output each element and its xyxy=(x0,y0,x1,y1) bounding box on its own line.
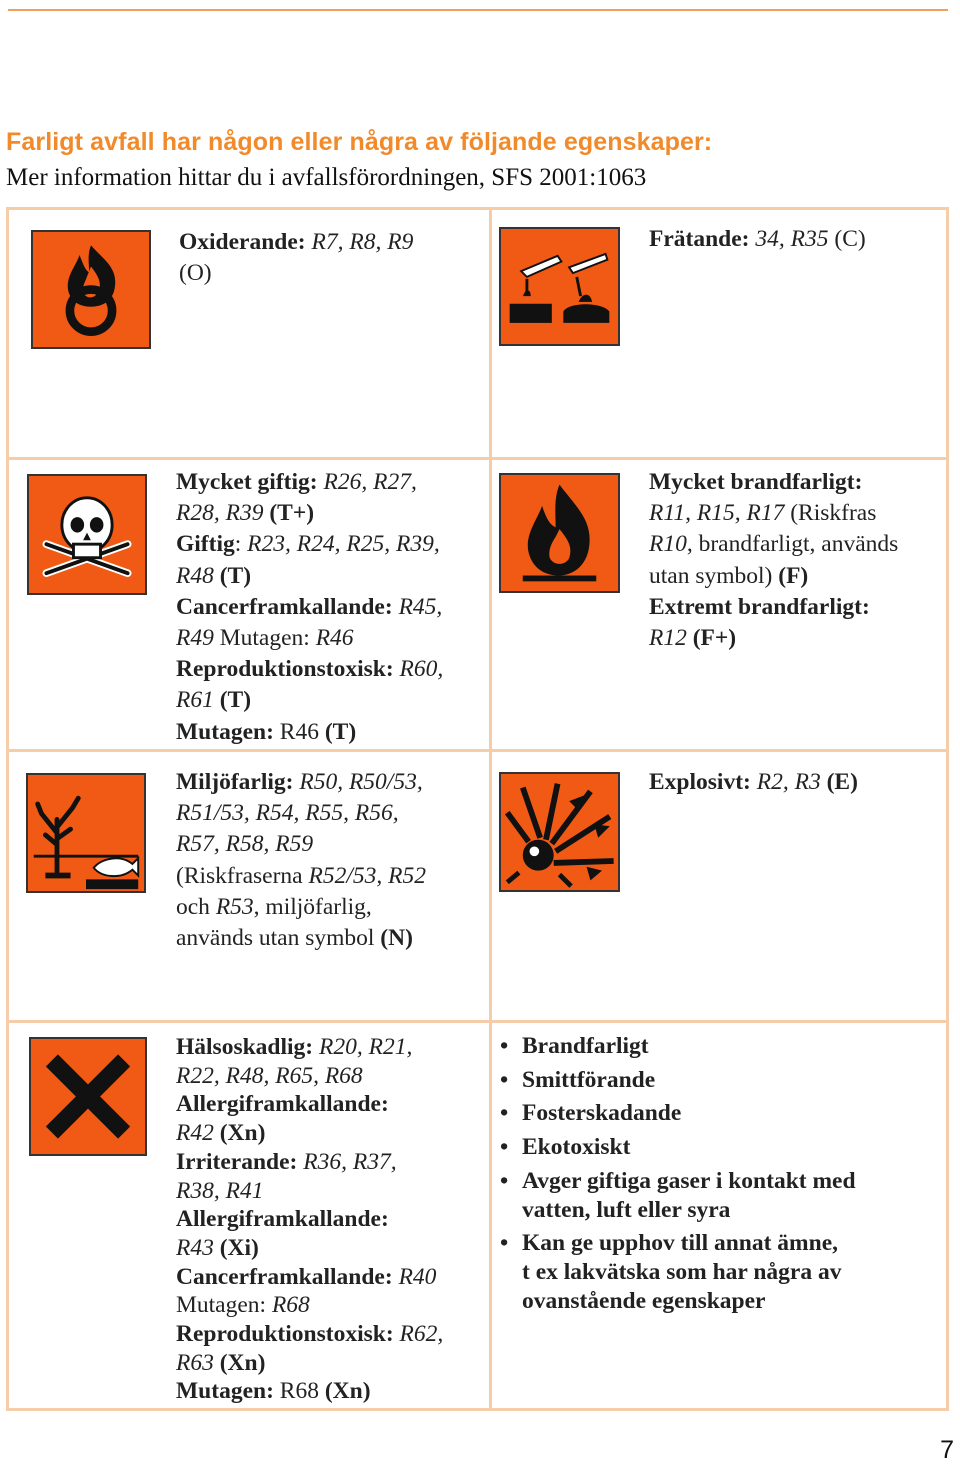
text-run: (F+) xyxy=(686,625,737,652)
list-item xyxy=(500,1099,856,1128)
text-run: R63 xyxy=(176,1349,214,1376)
text-run: Mutagen: xyxy=(176,1292,272,1319)
text-run: Allergiframkallande: xyxy=(176,1091,389,1118)
miljofarlig-line xyxy=(176,829,426,860)
text-run: R46 xyxy=(279,718,319,745)
giftig-text xyxy=(176,467,443,748)
giftig-line xyxy=(176,717,443,748)
text-run: (Xn) xyxy=(213,1349,266,1376)
text-run: R53 xyxy=(215,893,254,920)
skull-crossbones-icon xyxy=(27,474,147,595)
flame-icon xyxy=(499,473,620,593)
text-run: R23, R24, R25, R39, xyxy=(247,531,440,558)
text-run: R38, R41 xyxy=(176,1177,264,1204)
text-run: och xyxy=(176,893,216,920)
corrosive-icon xyxy=(499,227,620,346)
text-run: R12 xyxy=(649,625,687,652)
text-run: Mutagen: xyxy=(176,1378,280,1405)
top-rule xyxy=(8,9,948,11)
text-run: R45, xyxy=(398,593,443,620)
page-number: 7 xyxy=(940,1436,954,1464)
text-run: R68 xyxy=(279,1378,319,1405)
miljofarlig-line xyxy=(176,767,426,798)
text-run: R52/53, R52 xyxy=(308,862,426,889)
environment-dead-tree-fish-icon xyxy=(26,773,146,893)
text-run: R43 xyxy=(176,1234,214,1261)
miljofarlig-text xyxy=(176,767,426,954)
page-subtitle: Mer information hittar du i avfallsförordningen, SFS 2001:1063 xyxy=(6,164,647,191)
text-run: Mutagen: xyxy=(176,718,280,745)
explosivt-line xyxy=(649,767,858,798)
text-run: (F) xyxy=(778,562,809,589)
harmful-cross-icon xyxy=(29,1037,147,1156)
giftig-line xyxy=(176,529,443,560)
properties-bullet-list xyxy=(500,1032,856,1320)
text-run: R51/53, R54, R55, R56, xyxy=(176,800,399,827)
text-run: Extremt brandfarligt: xyxy=(649,593,870,620)
text-run: R20, R21, xyxy=(319,1034,413,1060)
list-item-text: • Brandfarligt xyxy=(522,1033,649,1059)
list-item-text: • Kan ge upphov till annat ämne, xyxy=(522,1230,839,1257)
row-divider xyxy=(9,749,949,752)
list-item-text: t ex lakvätska som har några av xyxy=(522,1258,842,1285)
text-run: Hälsoskadlig: xyxy=(176,1034,319,1060)
column-divider xyxy=(489,210,492,1408)
list-item xyxy=(500,1167,856,1224)
text-run: , brandfarligt, används xyxy=(686,531,899,558)
giftig-line xyxy=(176,654,443,685)
text-run: (E) xyxy=(820,769,858,795)
halsoskadlig-line xyxy=(176,1119,443,1148)
oxidizing-flame-over-circle-icon xyxy=(31,230,151,349)
text-run: utan symbol) xyxy=(649,562,779,589)
fratande-text xyxy=(649,224,866,255)
text-run: Allergiframkallande: xyxy=(176,1206,389,1233)
exploding-bomb-icon xyxy=(499,772,620,892)
list-item xyxy=(500,1133,856,1162)
text-run: (O) xyxy=(179,260,212,287)
list-item xyxy=(500,1066,856,1095)
text-run: (N) xyxy=(380,925,413,952)
list-item-text: • Ekotoxiskt xyxy=(522,1134,631,1161)
brandfarligt-line xyxy=(649,623,898,654)
text-run: (T) xyxy=(318,718,357,745)
text-run: R50, R50/53, xyxy=(299,769,423,795)
text-run: Reproduktionstoxisk: xyxy=(176,1321,400,1348)
text-run: R68 xyxy=(271,1292,310,1319)
text-run: (T) xyxy=(213,562,252,589)
halsoskadlig-line xyxy=(176,1090,443,1119)
brandfarligt-text xyxy=(649,467,898,654)
text-run: (Xn) xyxy=(213,1120,266,1147)
miljofarlig-line xyxy=(176,798,426,829)
text-run: R2, R3 xyxy=(756,769,821,795)
text-run: : xyxy=(234,531,248,558)
text-run: Miljöfarlig: xyxy=(176,769,300,795)
text-run: R10 xyxy=(649,531,687,558)
giftig-line xyxy=(176,467,443,498)
list-item-text: ovanstående egenskaper xyxy=(522,1287,766,1314)
text-run: Cancerframkallande: xyxy=(176,593,399,620)
brandfarligt-line xyxy=(649,592,898,623)
text-run: R60, xyxy=(399,656,444,683)
brandfarligt-line xyxy=(649,561,898,592)
brandfarligt-line xyxy=(649,498,898,529)
fratande-line xyxy=(649,224,866,255)
list-item-text: vatten, luft eller syra xyxy=(522,1196,731,1223)
text-run: (Xi) xyxy=(213,1234,259,1261)
text-run: R11, R15, R17 xyxy=(649,500,785,527)
oxiderande-line xyxy=(179,227,413,258)
giftig-line xyxy=(176,685,443,716)
halsoskadlig-line xyxy=(176,1205,443,1234)
text-run: R61 xyxy=(176,687,214,714)
giftig-line xyxy=(176,561,443,592)
text-run: R42 xyxy=(176,1120,214,1147)
giftig-line xyxy=(176,592,443,623)
halsoskadlig-line xyxy=(176,1349,443,1378)
miljofarlig-line xyxy=(176,861,426,892)
giftig-line xyxy=(176,623,443,654)
text-run: Mutagen: xyxy=(213,625,316,652)
list-item-text: • Fosterskadande xyxy=(522,1100,682,1127)
text-run: 34, R35 xyxy=(755,226,829,252)
halsoskadlig-line xyxy=(176,1377,443,1406)
text-run: Cancerframkallande: xyxy=(176,1263,399,1290)
explosivt-text xyxy=(649,767,858,798)
text-run: (Riskfraserna xyxy=(176,862,309,889)
text-run: används utan symbol xyxy=(176,925,381,952)
text-run: R46 xyxy=(315,625,354,652)
oxiderande-line xyxy=(179,258,413,289)
text-run: R28, R39 xyxy=(176,500,264,527)
giftig-line xyxy=(176,498,443,529)
miljofarlig-line xyxy=(176,923,426,954)
halsoskadlig-line xyxy=(176,1033,443,1062)
halsoskadlig-line xyxy=(176,1320,443,1349)
text-run: R22, R48, R65, R68 xyxy=(176,1062,363,1089)
halsoskadlig-line xyxy=(176,1263,443,1292)
text-run: R62, xyxy=(399,1321,444,1348)
list-item xyxy=(500,1032,856,1061)
halsoskadlig-line xyxy=(176,1177,443,1206)
list-item-text: • Smittförande xyxy=(522,1066,656,1093)
text-run: Frätande: xyxy=(649,226,756,252)
text-run: (T) xyxy=(213,687,252,714)
text-run: (Xn) xyxy=(318,1378,371,1405)
text-run: Mycket giftig: xyxy=(176,469,324,495)
text-run: (C) xyxy=(828,226,866,252)
text-run: R36, R37, xyxy=(303,1148,397,1175)
miljofarlig-line xyxy=(176,892,426,923)
text-run: R26, R27, xyxy=(323,469,417,495)
brandfarligt-line xyxy=(649,529,898,560)
halsoskadlig-line xyxy=(176,1234,443,1263)
list-item xyxy=(500,1229,856,1315)
text-run: (Riskfras xyxy=(784,500,877,527)
page-title: Farligt avfall har någon eller några av följande egenskaper: xyxy=(6,128,713,156)
halsoskadlig-text xyxy=(176,1033,443,1406)
text-run: R48 xyxy=(176,562,214,589)
row-divider xyxy=(9,1020,949,1023)
brandfarligt-line xyxy=(649,467,898,498)
text-run: R49 xyxy=(176,625,214,652)
text-run: , miljöfarlig, xyxy=(253,893,372,920)
text-run: Oxiderande: xyxy=(179,229,312,255)
text-run: Mycket brandfarligt: xyxy=(649,469,863,495)
text-run: Giftig xyxy=(176,531,235,558)
halsoskadlig-line xyxy=(176,1062,443,1091)
text-run: Irriterande: xyxy=(176,1148,304,1175)
row-divider xyxy=(9,457,949,460)
text-run: Explosivt: xyxy=(649,769,757,795)
halsoskadlig-line xyxy=(176,1148,443,1177)
list-item-text: • Avger giftiga gaser i kontakt med xyxy=(522,1167,856,1194)
text-run: Reproduktionstoxisk: xyxy=(176,656,400,683)
oxiderande-text xyxy=(179,227,413,289)
halsoskadlig-line xyxy=(176,1291,443,1320)
text-run: R7, R8, R9 xyxy=(311,229,414,255)
text-run: R40 xyxy=(398,1263,437,1290)
text-run: R57, R58, R59 xyxy=(176,831,314,858)
text-run: (T+) xyxy=(263,500,315,527)
